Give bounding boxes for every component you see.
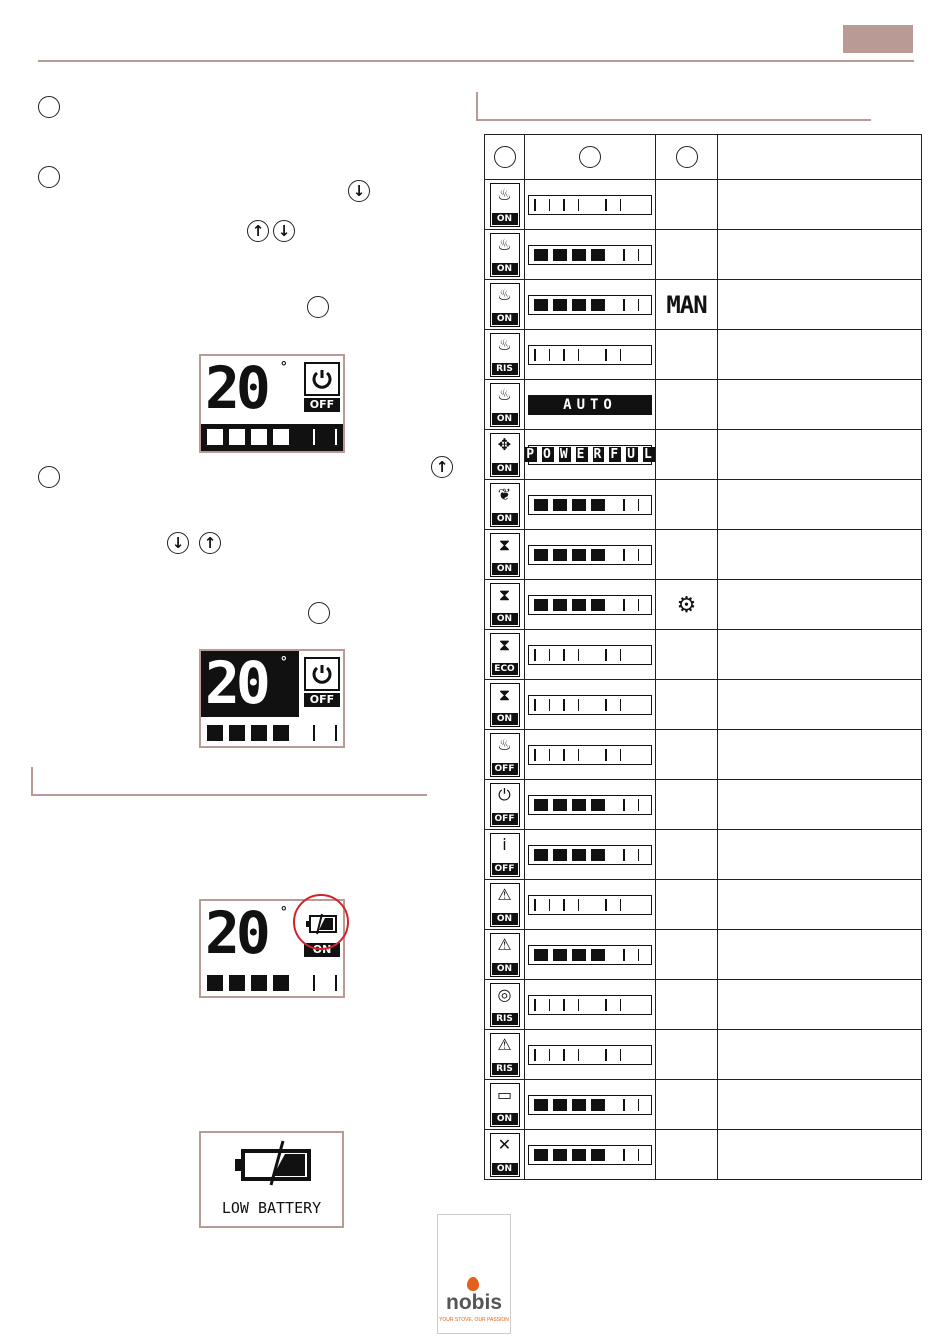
power-bar (528, 845, 652, 865)
power-bar (528, 795, 652, 815)
power-bar (528, 195, 652, 215)
state-label: ON (492, 313, 518, 325)
power-bar (528, 745, 652, 765)
degree-symbol: ° (281, 358, 287, 374)
section-rule (31, 794, 427, 796)
state-label: ON (492, 413, 518, 425)
power-bar (528, 895, 652, 915)
section-rule (31, 767, 33, 795)
footer-logo-box (437, 1214, 511, 1334)
power-bar: AUTO (528, 395, 652, 415)
state-label: ON (492, 913, 518, 925)
header-rule (38, 60, 914, 62)
low-battery-display (199, 1131, 344, 1228)
timer-settings-icon: ⚙ (676, 591, 697, 617)
degree-symbol: ° (281, 653, 287, 669)
hourglass-icon: ⧗ ON (490, 683, 520, 727)
hourglass-icon: ⧗ ON (490, 583, 520, 627)
state-label: ON (492, 1163, 518, 1175)
section-rule (476, 119, 871, 121)
hourglass-icon: ⧗ ECO (490, 633, 520, 677)
power-bar (528, 595, 652, 615)
table-row (485, 1130, 922, 1180)
state-label: OFF (304, 398, 340, 412)
table-row (485, 980, 922, 1030)
power-bar (528, 945, 652, 965)
mode-label: MAN (666, 290, 707, 319)
power-bar (207, 725, 337, 741)
battery-icon: ▭ ON (490, 1083, 520, 1127)
power-icon: ⏻ OFF (490, 783, 520, 827)
power-bar (528, 645, 652, 665)
state-label: ON (304, 943, 340, 957)
flame-warning-icon: ⚠ ON (490, 883, 520, 927)
column-marker (579, 146, 601, 168)
flame-logo-icon (467, 1277, 479, 1291)
state-label: OFF (304, 693, 340, 707)
brand-tagline: YOUR STOVE, OUR PASSION (439, 1317, 509, 1323)
state-label: OFF (492, 763, 518, 775)
down-arrow-icon: ↓ (167, 532, 189, 554)
table-row (485, 330, 922, 380)
power-icon (304, 362, 340, 396)
state-label: ON (492, 263, 518, 275)
flame-icon: ♨ ON (490, 183, 520, 227)
tools-icon: ✕ ON (490, 1133, 520, 1177)
state-label: ECO (492, 663, 518, 675)
state-label: ON (492, 513, 518, 525)
low-battery-label: LOW BATTERY (221, 1199, 322, 1217)
temperature-digits: 20 (205, 649, 267, 717)
info-icon: i OFF (490, 833, 520, 877)
target-icon: ◎ RIS (490, 983, 520, 1027)
lcd-display (199, 649, 345, 748)
hourglass-icon: ⧗ ON (490, 533, 520, 577)
table-row (485, 230, 922, 280)
up-arrow-icon: ↑ (247, 220, 269, 242)
flame-icon: ♨ ON (490, 383, 520, 427)
table-row (485, 430, 922, 480)
table-row (485, 180, 922, 230)
status-table (484, 134, 922, 1180)
table-row (485, 630, 922, 680)
state-label: ON (492, 613, 518, 625)
flame-icon: ♨ ON (490, 233, 520, 277)
step-marker (38, 466, 60, 488)
table-row (485, 930, 922, 980)
power-bar (528, 345, 652, 365)
state-label: ON (492, 213, 518, 225)
table-row (485, 730, 922, 780)
state-label: OFF (492, 863, 518, 875)
flame-icon: ♨ RIS (490, 333, 520, 377)
step-marker (308, 602, 330, 624)
up-arrow-icon: ↑ (431, 456, 453, 478)
power-bar (528, 1145, 652, 1165)
table-row (485, 1080, 922, 1130)
power-icon (304, 657, 340, 691)
section-rule (476, 92, 478, 120)
down-arrow-icon: ↓ (348, 180, 370, 202)
state-label: ON (492, 463, 518, 475)
power-bar (528, 545, 652, 565)
flame-icon: ♨ OFF (490, 733, 520, 777)
lcd-display (199, 354, 345, 453)
battery-icon (233, 1139, 313, 1192)
state-label: OFF (492, 813, 518, 825)
temperature-digits: 20 (205, 354, 267, 422)
power-bar (207, 975, 337, 991)
step-marker (307, 296, 329, 318)
power-bar (201, 424, 343, 451)
warning-icon: ⚠ RIS (490, 1033, 520, 1077)
up-arrow-icon: ↑ (199, 532, 221, 554)
down-arrow-icon: ↓ (273, 220, 295, 242)
table-row (485, 780, 922, 830)
column-marker (494, 146, 516, 168)
table-row (485, 580, 922, 630)
table-row (485, 380, 922, 430)
state-label: RIS (492, 1013, 518, 1025)
power-bar (528, 1095, 652, 1115)
power-bar (528, 495, 652, 515)
highlight-circle (293, 894, 349, 950)
brand-name: nobis (446, 1291, 502, 1314)
degree-symbol: ° (281, 903, 287, 919)
flame-icon: ♨ ON (490, 283, 520, 327)
state-label: ON (492, 713, 518, 725)
power-bar (528, 1045, 652, 1065)
temperature-digits: 20 (205, 899, 267, 967)
step-marker (38, 96, 60, 118)
leaf-icon: ❦ ON (490, 483, 520, 527)
state-label: RIS (492, 363, 518, 375)
warning-icon: ⚠ ON (490, 933, 520, 977)
power-bar (528, 245, 652, 265)
column-marker (676, 146, 698, 168)
table-row (485, 680, 922, 730)
power-bar (528, 695, 652, 715)
state-label: ON (492, 563, 518, 575)
table-row (485, 530, 922, 580)
power-bar (528, 295, 652, 315)
table-row (485, 880, 922, 930)
table-row (485, 1030, 922, 1080)
table-header-row (485, 135, 922, 180)
table-row (485, 830, 922, 880)
state-label: RIS (492, 1063, 518, 1075)
header-tab (843, 25, 913, 53)
state-label: ON (492, 1113, 518, 1125)
powerful-icon: ✥ ON (490, 433, 520, 477)
power-bar: P O W E R F U L (528, 445, 652, 465)
step-marker (38, 166, 60, 188)
state-label: ON (492, 963, 518, 975)
table-row (485, 280, 922, 330)
table-row (485, 480, 922, 530)
power-bar (528, 995, 652, 1015)
